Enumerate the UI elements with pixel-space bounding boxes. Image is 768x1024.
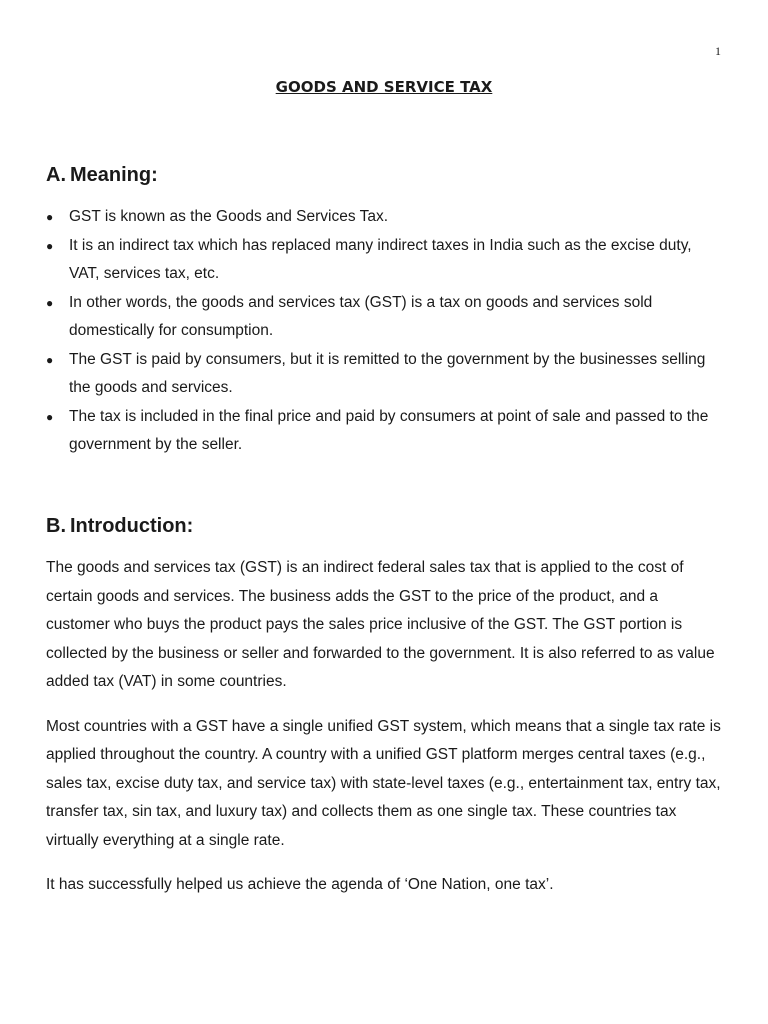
introduction-heading (46, 515, 193, 538)
list-item (46, 346, 726, 403)
document-title: GOODS AND SERVICE TAX (275, 78, 493, 96)
list-item-text: The GST is paid by consumers, but it is remitted to the government by the businesses selling the goods and services. (69, 350, 706, 396)
meaning-bullet-list (46, 203, 726, 460)
list-item (46, 232, 726, 289)
introduction-paragraph: Most countries with a GST have a single unified GST system, which means that a single tax rate is applied throughout the country. A country with a unified GST platform merges central taxes (e.g., sales tax, excise duty tax, and service tax) with state-level taxes (e.g., entertainment tax, entry tax, transfer tax, sin tax, and luxury tax) and collects them as one single tax. These countries tax virtually everything at a single rate. (46, 717, 721, 849)
introduction-paragraph: The goods and services tax (GST) is an indirect federal sales tax that is applied to the cost of certain goods and services. The business adds the GST to the price of the product, and a customer who buys the product pays the sales price inclusive of the GST. The GST portion is collected by the business or seller and forwarded to the government. It is also referred to as value added tax (VAT) in some countries. (46, 559, 715, 690)
introduction-heading-text: Introduction: (70, 515, 194, 537)
list-item (46, 403, 726, 460)
introduction-paragraph: It has successfully helped us achieve the agenda of ‘One Nation, one tax’. (46, 876, 554, 893)
list-item-text: It is an indirect tax which has replaced many indirect taxes in India such as the excise duty, VAT, services tax, etc. (69, 236, 692, 282)
meaning-heading-text: Meaning: (70, 164, 158, 186)
list-item-text: The tax is included in the final price and paid by consumers at point of sale and passed to the government by the seller. (69, 407, 709, 453)
bullet-icon: ● (46, 352, 54, 367)
bullet-icon: ● (46, 210, 54, 224)
bullet-icon: ● (46, 409, 54, 424)
meaning-heading (46, 164, 158, 187)
introduction-body (46, 554, 722, 916)
bullet-icon: ● (46, 295, 54, 310)
page-number: 1 (715, 44, 721, 58)
list-item (46, 289, 726, 346)
bullet-icon: ● (46, 238, 54, 253)
introduction-heading-letter: B. (46, 515, 66, 537)
list-item-text: In other words, the goods and services tax (GST) is a tax on goods and services sold domestically for consumption. (69, 293, 653, 339)
list-item-text: GST is known as the Goods and Services Tax. (69, 208, 389, 225)
meaning-heading-letter: A. (46, 164, 66, 186)
list-item (46, 203, 726, 232)
